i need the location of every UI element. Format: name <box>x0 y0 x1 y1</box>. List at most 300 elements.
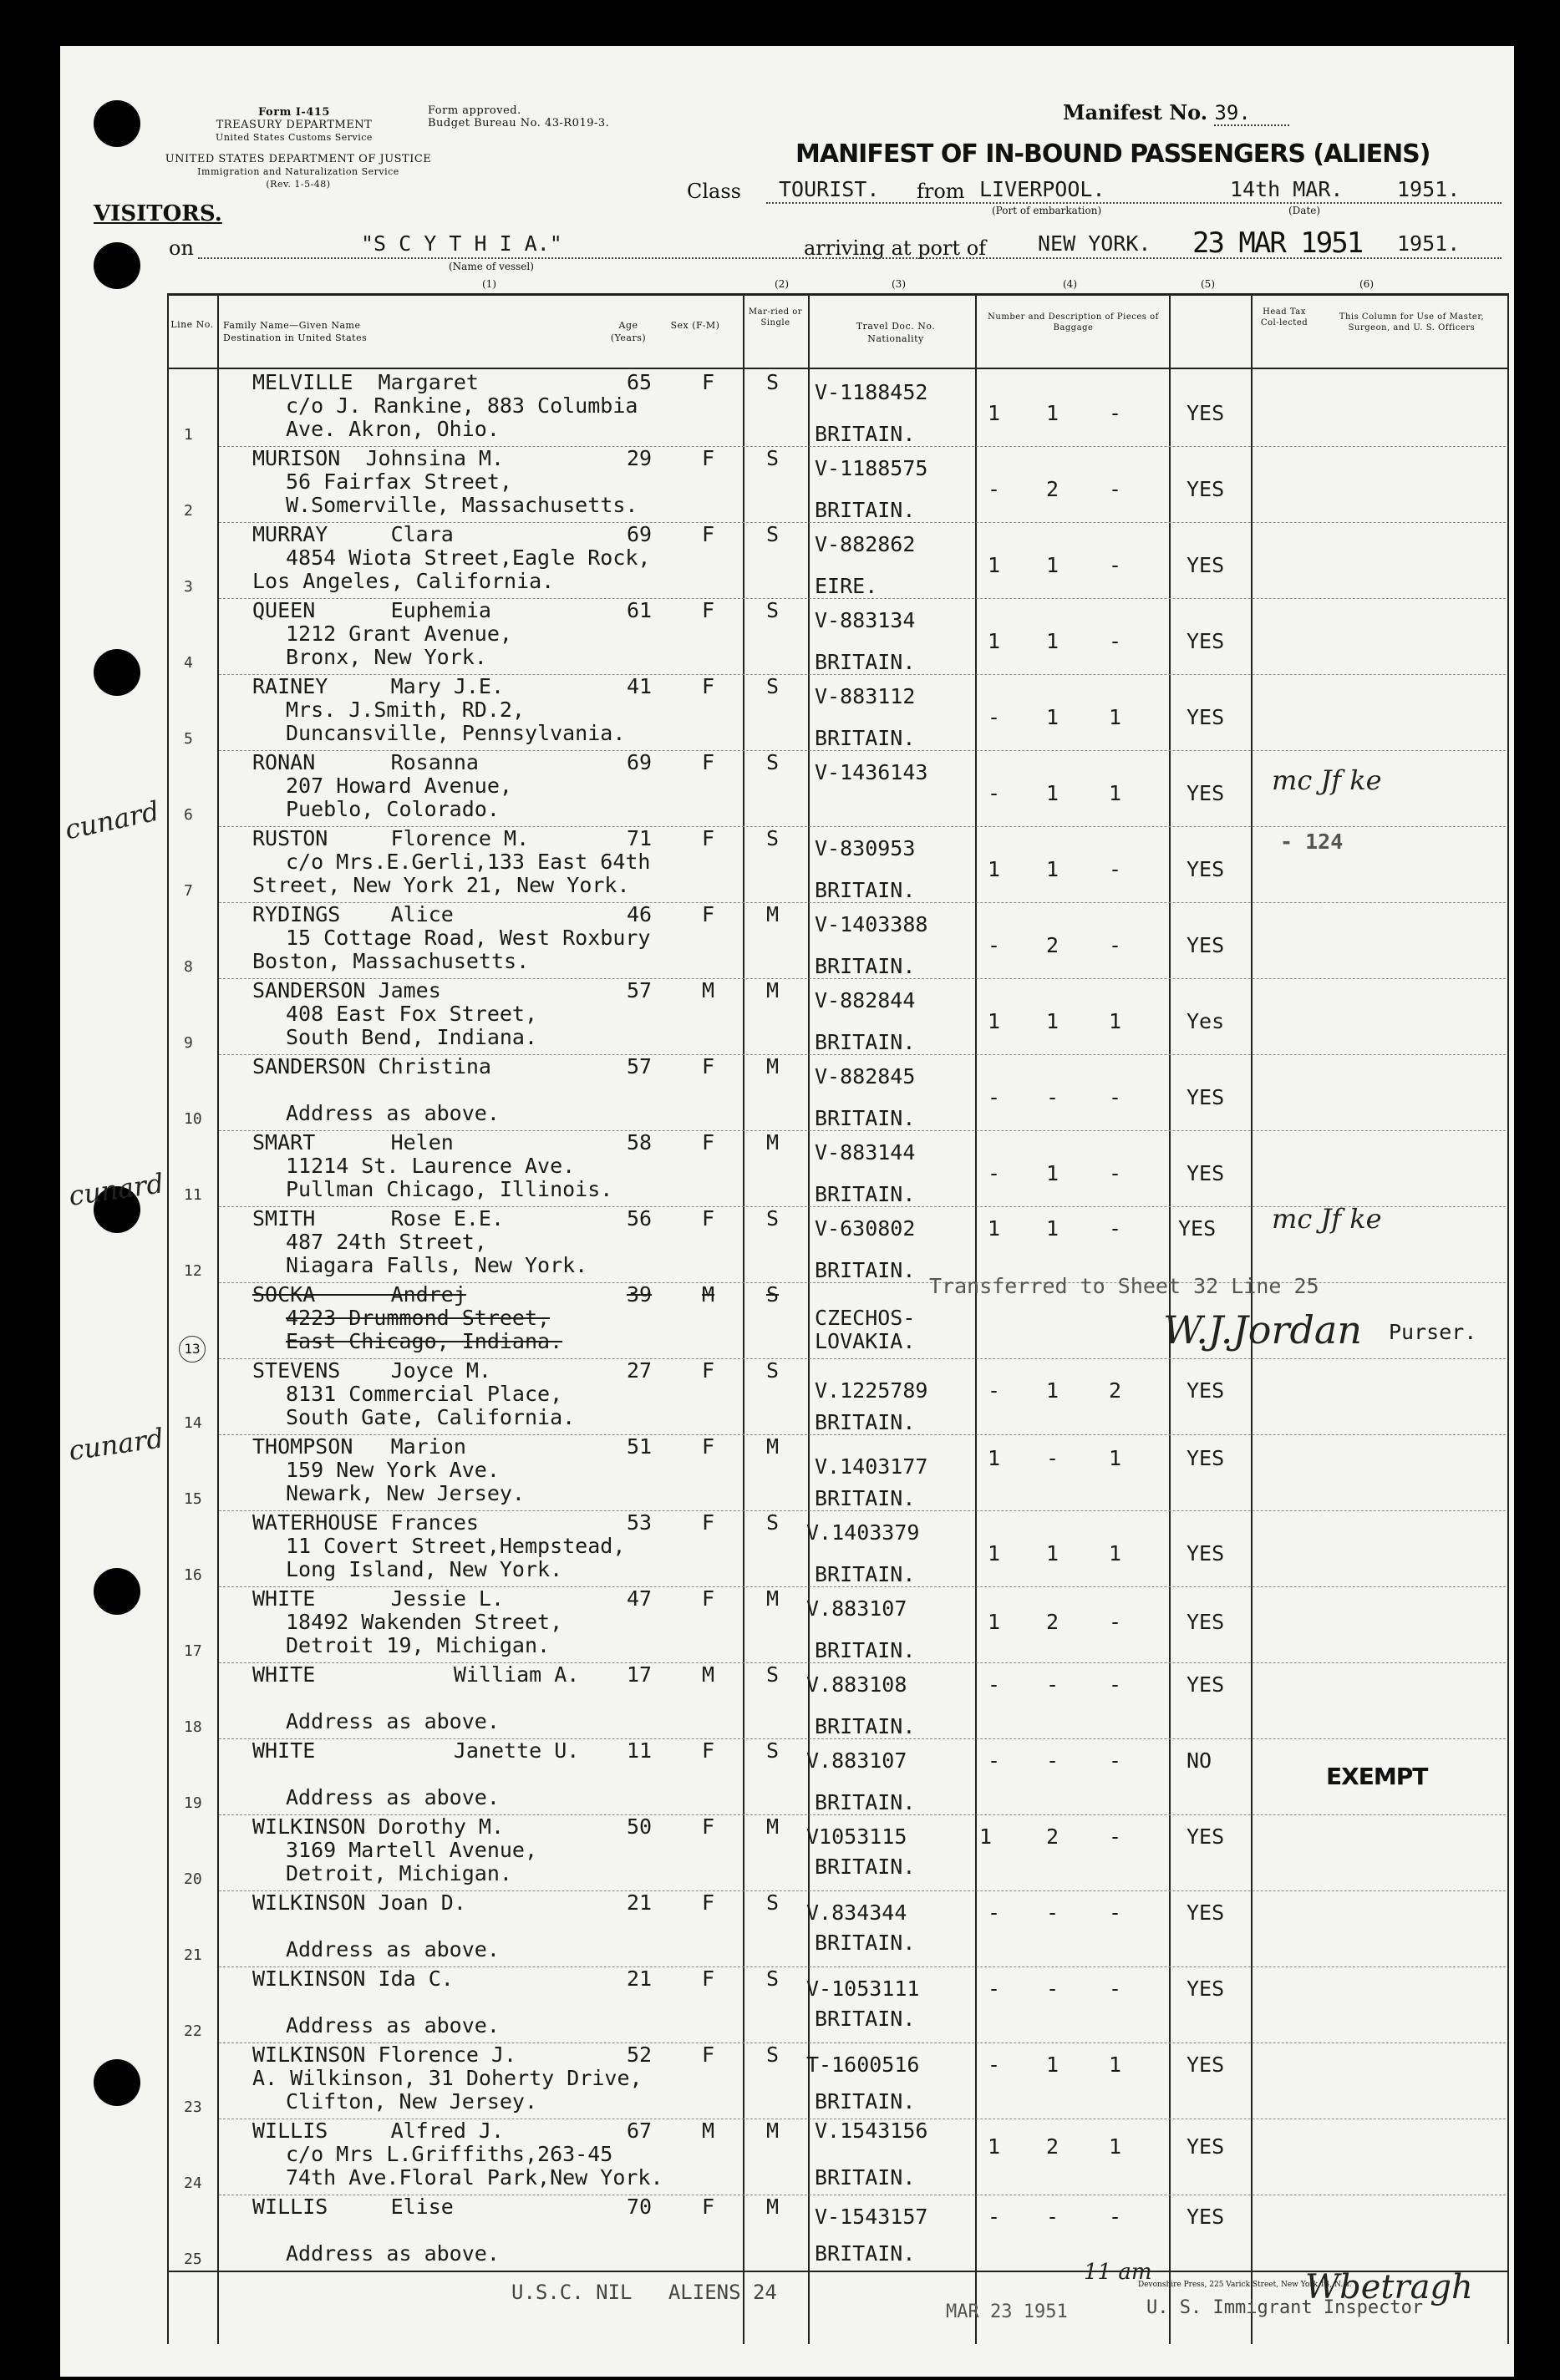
baggage-3: 1 <box>1109 2053 1122 2077</box>
passenger-sex: F <box>702 446 715 470</box>
line-number: 6 <box>184 806 193 824</box>
line-number: 15 <box>184 1490 202 1508</box>
nationality: BRITAIN. <box>815 1182 916 1206</box>
head-tax: YES <box>1187 933 1225 957</box>
footer-time: 11 am <box>1084 2260 1152 2285</box>
baggage-1: - <box>988 1161 1001 1185</box>
passenger-age: 53 <box>627 1510 653 1535</box>
nationality: LOVAKIA. <box>815 1329 916 1353</box>
passenger-sex: F <box>702 1586 715 1611</box>
handwritten-initials-1: mc Jf ke <box>1272 764 1382 796</box>
baggage-3: - <box>1109 1161 1122 1185</box>
col-num-5: (5) <box>1201 278 1215 290</box>
baggage-2: 1 <box>1046 1541 1059 1566</box>
passenger-address-1: A. Wilkinson, 31 Doherty Drive, <box>252 2066 643 2090</box>
inspector-label: U. S. Immigrant Inspector <box>1146 2297 1424 2318</box>
line-number: 14 <box>184 1414 202 1432</box>
embarkation-date: 14th MAR. <box>1230 177 1344 201</box>
passenger-marital: S <box>766 370 780 394</box>
passenger-address-1: 8131 Commercial Place, <box>286 1382 563 1406</box>
class-line-underline <box>766 202 1502 204</box>
baggage-2: - <box>1046 1672 1059 1697</box>
passenger-address-2: Los Angeles, California. <box>252 569 555 593</box>
baggage-2: 2 <box>1046 1824 1059 1849</box>
passenger-marital: S <box>766 1890 780 1915</box>
year-2: 1951. <box>1397 231 1461 256</box>
col-num-2: (2) <box>775 278 789 290</box>
class-value: TOURIST. <box>779 177 880 201</box>
port-of-embarkation: LIVERPOOL. <box>979 177 1105 201</box>
nationality: BRITAIN. <box>815 2241 916 2266</box>
passenger-sex: F <box>702 1814 715 1839</box>
header-line-no: Line No. <box>170 319 214 330</box>
baggage-2: 2 <box>1046 2134 1059 2159</box>
table-top-border <box>167 293 1508 296</box>
col-num-4: (4) <box>1063 278 1077 290</box>
port-caption: (Port of embarkation) <box>992 205 1102 216</box>
passenger-marital: S <box>766 446 780 470</box>
col-divider <box>217 293 219 2344</box>
passenger-address-2: Detroit 19, Michigan. <box>286 1633 551 1657</box>
passenger-address-2: Bronx, New York. <box>286 645 487 669</box>
header-sex: Sex (F-M) <box>670 320 720 331</box>
line-number: 20 <box>184 1870 202 1888</box>
nationality: BRITAIN. <box>815 2007 916 2031</box>
manifest-number-label <box>1063 100 1289 126</box>
line-number: 23 <box>184 2098 202 2116</box>
header-age: Age (Years) <box>610 320 647 343</box>
passenger-marital: S <box>766 1966 780 1991</box>
baggage-3: - <box>1109 1977 1122 2001</box>
passenger-marital: M <box>766 1130 780 1154</box>
head-tax: YES <box>1187 401 1225 425</box>
form-revision: (Rev. 1-5-48) <box>266 179 331 190</box>
passenger-sex: F <box>702 1206 715 1231</box>
travel-doc: V-882862 <box>815 532 916 556</box>
travel-doc: V-1543157 <box>815 2205 928 2229</box>
baggage-3: 1 <box>1109 2134 1122 2159</box>
nationality: BRITAIN. <box>815 1106 916 1130</box>
travel-doc: V-882844 <box>815 988 916 1012</box>
line-number: 18 <box>184 1718 202 1736</box>
passenger-marital: S <box>766 1282 780 1307</box>
passenger-name: MURRAY Clara <box>252 522 454 546</box>
passenger-marital: S <box>766 522 780 546</box>
arrival-date-stamp: 23 MAR 1951 <box>1192 226 1363 260</box>
travel-doc: V-630802 <box>815 1216 916 1241</box>
travel-doc: V-882845 <box>815 1064 916 1089</box>
line-number: 3 <box>184 578 193 596</box>
line-number: 17 <box>184 1642 202 1660</box>
baggage-2: 1 <box>1046 1378 1059 1403</box>
header-married: Mar-ried or Single <box>748 307 803 327</box>
nationality: BRITAIN. <box>815 1486 916 1510</box>
nationality: BRITAIN. <box>815 878 916 902</box>
baggage-3: - <box>1109 1610 1122 1634</box>
class-label: Class <box>687 180 741 203</box>
nationality: BRITAIN. <box>815 1638 916 1662</box>
passenger-name: RONAN Rosanna <box>252 750 479 774</box>
travel-doc: V.883107 <box>806 1596 907 1621</box>
baggage-1: 1 <box>988 2134 1001 2159</box>
header-destination: Destination in United States <box>223 332 368 343</box>
passenger-address-1: 11214 St. Laurence Ave. <box>286 1154 576 1178</box>
passenger-sex: F <box>702 522 715 546</box>
from-label: from <box>917 180 965 203</box>
passenger-address-2: Address as above. <box>286 1101 500 1125</box>
passenger-address-2: 74th Ave.Floral Park,New York. <box>286 2165 663 2190</box>
travel-doc: V.1403379 <box>806 1520 920 1545</box>
baggage-1: 1 <box>988 1009 1001 1033</box>
nationality: BRITAIN. <box>815 1931 916 1955</box>
passenger-marital: S <box>766 674 780 698</box>
line-number: 1 <box>184 426 193 444</box>
baggage-2: 1 <box>1046 857 1059 881</box>
baggage-3: - <box>1109 477 1122 501</box>
arriving-label: arriving at port of <box>804 236 987 260</box>
baggage-3: - <box>1109 1900 1122 1925</box>
passenger-name: SOCKA Andrej <box>252 1282 466 1307</box>
col-divider <box>743 293 744 2344</box>
passenger-sex: F <box>702 1890 715 1915</box>
form-approved: Form approved. <box>428 104 521 117</box>
baggage-1: 1 <box>988 857 1001 881</box>
passenger-name: WHITE Jessie L. <box>252 1586 505 1611</box>
passenger-age: 29 <box>627 446 653 470</box>
passenger-name: THOMPSON Marion <box>252 1434 466 1459</box>
head-tax: YES <box>1187 705 1225 729</box>
line-number: 5 <box>184 730 193 748</box>
passenger-age: 69 <box>627 750 653 774</box>
passenger-marital: S <box>766 1206 780 1231</box>
passenger-address-2: Address as above. <box>286 1709 500 1733</box>
form-header-justice <box>152 153 445 190</box>
line-number: 12 <box>184 1262 202 1280</box>
handwritten-cunard-2: cunard <box>66 1167 166 1212</box>
purser-label: Purser. <box>1389 1320 1477 1344</box>
baggage-2: - <box>1046 1446 1059 1470</box>
passenger-address-2: Boston, Massachusetts. <box>252 949 530 973</box>
baggage-1: 1 <box>988 1541 1001 1566</box>
col-divider <box>167 293 169 2344</box>
line-number: 7 <box>184 882 193 900</box>
passenger-address-2: Pueblo, Colorado. <box>286 797 500 821</box>
passenger-sex: F <box>702 598 715 622</box>
baggage-3: - <box>1109 2205 1122 2229</box>
passenger-marital: S <box>766 1662 780 1687</box>
passenger-age: 56 <box>627 1206 653 1231</box>
passenger-age: 69 <box>627 522 653 546</box>
passenger-address-1: 207 Howard Avenue, <box>286 774 512 798</box>
head-tax: YES <box>1187 781 1225 805</box>
passenger-age: 50 <box>627 1814 653 1839</box>
form-approval <box>428 104 628 129</box>
passenger-address-1: 11 Covert Street,Hempstead, <box>286 1534 626 1558</box>
footer-date-stamp: MAR 23 1951 <box>946 2301 1068 2322</box>
baggage-1: - <box>988 705 1001 729</box>
nationality: BRITAIN. <box>815 1714 916 1738</box>
passenger-sex: F <box>702 2043 715 2067</box>
travel-doc: V.834344 <box>806 1900 907 1925</box>
baggage-3: - <box>1109 933 1122 957</box>
exempt-stamp: EXEMPT <box>1326 1763 1428 1790</box>
passenger-name: STEVENS Joyce M. <box>252 1358 491 1383</box>
travel-doc: V-1188452 <box>815 380 928 404</box>
passenger-marital: S <box>766 1738 780 1763</box>
baggage-2: 2 <box>1046 477 1059 501</box>
inspector-signature: Wbetragh <box>1305 2268 1473 2306</box>
line-number: 24 <box>184 2174 202 2192</box>
passenger-marital: M <box>766 902 780 926</box>
header-officers: This Column for Use of Master, Surgeon, and U. S. Officers <box>1339 312 1485 332</box>
line-number: 8 <box>184 958 193 976</box>
passenger-marital: S <box>766 1358 780 1383</box>
col-divider <box>808 293 810 2344</box>
head-tax: YES <box>1187 1541 1225 1566</box>
immigration-service: Immigration and Naturalization Service <box>197 166 399 177</box>
baggage-2: 1 <box>1046 629 1059 653</box>
passenger-name: WHITE Janette U. <box>252 1738 580 1763</box>
customs-service: United States Customs Service <box>216 132 373 143</box>
line-number-circled: 13 <box>179 1336 206 1363</box>
baggage-1: - <box>988 933 1001 957</box>
passenger-sex: F <box>702 1434 715 1459</box>
passenger-marital: S <box>766 1510 780 1535</box>
passenger-marital: M <box>766 2119 780 2143</box>
baggage-1: 1 <box>988 553 1001 577</box>
passenger-age: 21 <box>627 1890 653 1915</box>
header-family: Family Name—Given Name <box>223 320 361 331</box>
head-tax: NO <box>1187 1748 1212 1773</box>
passenger-address-2: Address as above. <box>286 2013 500 2037</box>
passenger-address-1: 408 East Fox Street, <box>286 1002 538 1026</box>
head-tax: YES <box>1187 2205 1225 2229</box>
header-travel-doc: Travel Doc. No. Nationality <box>856 321 936 344</box>
justice-dept: UNITED STATES DEPARTMENT OF JUSTICE <box>165 153 432 165</box>
passenger-address-1: 1212 Grant Avenue, <box>286 622 512 646</box>
passenger-marital: M <box>766 1814 780 1839</box>
passenger-address-1: 3169 Martell Avenue, <box>286 1838 538 1862</box>
nationality: BRITAIN. <box>815 498 916 522</box>
passenger-age: 70 <box>627 2195 653 2219</box>
baggage-3: 1 <box>1109 1446 1122 1470</box>
passenger-age: 65 <box>627 370 653 394</box>
form-header-treasury <box>194 106 394 144</box>
baggage-1: - <box>988 1085 1001 1109</box>
passenger-sex: F <box>702 1130 715 1154</box>
passenger-age: 57 <box>627 978 653 1002</box>
baggage-2: 1 <box>1046 2053 1059 2077</box>
header-head-tax: Head Tax Col-lected <box>1260 307 1308 327</box>
line-number: 19 <box>184 1794 202 1812</box>
passenger-address-1: 15 Cottage Road, West Roxbury <box>286 926 651 950</box>
baggage-1: - <box>988 1748 1001 1773</box>
baggage-2: - <box>1046 1748 1059 1773</box>
line-number: 21 <box>184 1946 202 1964</box>
passenger-age: 21 <box>627 1966 653 1991</box>
usc-aliens-count: U.S.C. NIL ALIENS 24 <box>511 2281 777 2304</box>
passenger-name: RUSTON Florence M. <box>252 826 530 850</box>
passenger-address-1: c/o Mrs.E.Gerli,133 East 64th <box>286 850 651 874</box>
passenger-name: WHITE William A. <box>252 1662 580 1687</box>
line-number: 22 <box>184 2022 202 2040</box>
line-number: 9 <box>184 1034 193 1052</box>
purser-signature: W.J.Jordan <box>1163 1307 1362 1352</box>
budget-bureau: Budget Bureau No. 43-R019-3. <box>428 117 610 129</box>
passenger-name: MELVILLE Margaret <box>252 370 479 394</box>
passenger-address-1: c/o J. Rankine, 883 Columbia <box>286 393 638 418</box>
punch-hole <box>94 100 140 147</box>
baggage-2: - <box>1046 1085 1059 1109</box>
nationality: BRITAIN. <box>815 422 916 446</box>
travel-doc: CZECHOS- <box>815 1306 916 1330</box>
header-baggage: Number and Description of Pieces of Baggage <box>988 312 1159 332</box>
manifest-title: MANIFEST OF IN-BOUND PASSENGERS (ALIENS) <box>795 140 1430 169</box>
handwritten-cunard-1: cunard <box>62 794 162 846</box>
head-tax: YES <box>1187 629 1225 653</box>
nationality: BRITAIN. <box>815 2165 916 2190</box>
passenger-marital: S <box>766 2043 780 2067</box>
travel-doc: V-883144 <box>815 1140 916 1165</box>
baggage-1: - <box>988 477 1001 501</box>
passenger-address-2: Niagara Falls, New York. <box>286 1253 588 1277</box>
nationality: BRITAIN. <box>815 1790 916 1814</box>
baggage-2: 1 <box>1046 781 1059 805</box>
col-num-3: (3) <box>892 278 906 290</box>
baggage-2: 1 <box>1046 1161 1059 1185</box>
passenger-sex: F <box>702 2195 715 2219</box>
passenger-sex: M <box>702 2119 715 2143</box>
manifest-no-value: 39. <box>1214 101 1289 126</box>
nationality: BRITAIN. <box>815 1410 916 1434</box>
arrival-port: NEW YORK. <box>1038 231 1151 256</box>
line-number: 11 <box>184 1186 202 1204</box>
baggage-2: 1 <box>1046 1009 1059 1033</box>
baggage-1: - <box>988 2205 1001 2229</box>
head-tax: YES <box>1187 1161 1225 1185</box>
travel-doc: V-883112 <box>815 684 916 708</box>
passenger-age: 57 <box>627 1054 653 1078</box>
travel-doc: V-1436143 <box>815 760 928 784</box>
head-tax: YES <box>1187 477 1225 501</box>
travel-doc: V.1543156 <box>815 2119 928 2143</box>
travel-doc: V.1403177 <box>815 1454 928 1479</box>
baggage-1: - <box>988 1672 1001 1697</box>
travel-doc: V-883134 <box>815 608 916 632</box>
passenger-age: 67 <box>627 2119 653 2143</box>
passenger-name: QUEEN Euphemia <box>252 598 491 622</box>
travel-doc: V1053115 <box>806 1824 907 1849</box>
travel-doc: V.1225789 <box>815 1378 928 1403</box>
head-tax: YES <box>1187 2053 1225 2077</box>
vessel-name: "S C Y T H I A." <box>361 231 562 256</box>
handwritten-cunard-3: cunard <box>66 1422 166 1467</box>
baggage-1: - <box>988 1900 1001 1925</box>
visitors-label: VISITORS. <box>94 201 222 226</box>
head-tax: Yes <box>1187 1009 1225 1033</box>
passenger-sex: F <box>702 370 715 394</box>
passenger-sex: F <box>702 1738 715 1763</box>
passenger-age: 58 <box>627 1130 653 1154</box>
baggage-3: - <box>1109 553 1122 577</box>
nationality: BRITAIN. <box>815 726 916 750</box>
header-family-name <box>223 319 415 344</box>
baggage-3: - <box>1109 1748 1122 1773</box>
passenger-sex: F <box>702 826 715 850</box>
on-label: on <box>169 236 194 260</box>
vessel-line-underline <box>198 257 1502 259</box>
passenger-sex: F <box>702 1358 715 1383</box>
baggage-3: - <box>1109 1824 1122 1849</box>
passenger-age: 47 <box>627 1586 653 1611</box>
punch-hole <box>94 1568 140 1615</box>
travel-doc: V-1403388 <box>815 912 928 936</box>
baggage-3: - <box>1109 857 1122 881</box>
nationality: BRITAIN. <box>815 1030 916 1054</box>
passenger-address-2: Street, New York 21, New York. <box>252 873 630 897</box>
passenger-address-1: 159 New York Ave. <box>286 1458 500 1482</box>
passenger-address-1: 487 24th Street, <box>286 1230 487 1254</box>
passenger-address-1: Mrs. J.Smith, RD.2, <box>286 698 525 722</box>
passenger-age: 11 <box>627 1738 653 1763</box>
baggage-3: - <box>1109 1085 1122 1109</box>
officer-note: - 124 <box>1280 830 1344 854</box>
baggage-1: 1 <box>979 1824 993 1849</box>
passenger-name: SMITH Rose E.E. <box>252 1206 505 1231</box>
baggage-3: - <box>1109 401 1122 425</box>
passenger-marital: M <box>766 978 780 1002</box>
passenger-address-2: Duncansville, Pennsylvania. <box>286 721 626 745</box>
year-1: 1951. <box>1397 177 1461 201</box>
passenger-marital: M <box>766 1586 780 1611</box>
manifest-page <box>60 46 1514 2377</box>
passenger-age: 51 <box>627 1434 653 1459</box>
passenger-name: WILKINSON Joan D. <box>252 1890 466 1915</box>
passenger-name: WILKINSON Dorothy M. <box>252 1814 505 1839</box>
head-tax: YES <box>1187 1824 1225 1849</box>
treasury-dept: TREASURY DEPARTMENT <box>216 119 373 131</box>
passenger-age: 39 <box>627 1282 653 1307</box>
baggage-2: 1 <box>1046 1216 1059 1241</box>
passenger-name: RAINEY Mary J.E. <box>252 674 505 698</box>
line-number: 10 <box>184 1110 202 1128</box>
passenger-address-2: Newark, New Jersey. <box>286 1481 525 1505</box>
passenger-name: SMART Helen <box>252 1130 454 1154</box>
nationality: BRITAIN. <box>815 2089 916 2114</box>
punch-hole <box>94 649 140 696</box>
baggage-3: - <box>1109 1672 1122 1697</box>
col-num-1: (1) <box>482 278 496 290</box>
baggage-1: - <box>988 1378 1001 1403</box>
line-number: 16 <box>184 1566 202 1584</box>
baggage-2: - <box>1046 1900 1059 1925</box>
baggage-1: - <box>988 2053 1001 2077</box>
passenger-name: WATERHOUSE Frances <box>252 1510 479 1535</box>
passenger-address-2: Address as above. <box>286 1785 500 1809</box>
passenger-name: WILKINSON Florence J. <box>252 2043 517 2067</box>
baggage-3: - <box>1109 1216 1122 1241</box>
passenger-name: SANDERSON James <box>252 978 441 1002</box>
baggage-1: 1 <box>988 629 1001 653</box>
baggage-1: 1 <box>988 1446 1001 1470</box>
passenger-name: WILKINSON Ida C. <box>252 1966 454 1991</box>
manifest-no-label: Manifest No. <box>1063 100 1208 124</box>
passenger-sex: M <box>702 1282 715 1307</box>
passenger-address-2: Address as above. <box>286 2241 500 2266</box>
passenger-age: 71 <box>627 826 653 850</box>
passenger-address-1: 4223 Drummond Street, <box>286 1306 551 1330</box>
passenger-name: SANDERSON Christina <box>252 1054 491 1078</box>
